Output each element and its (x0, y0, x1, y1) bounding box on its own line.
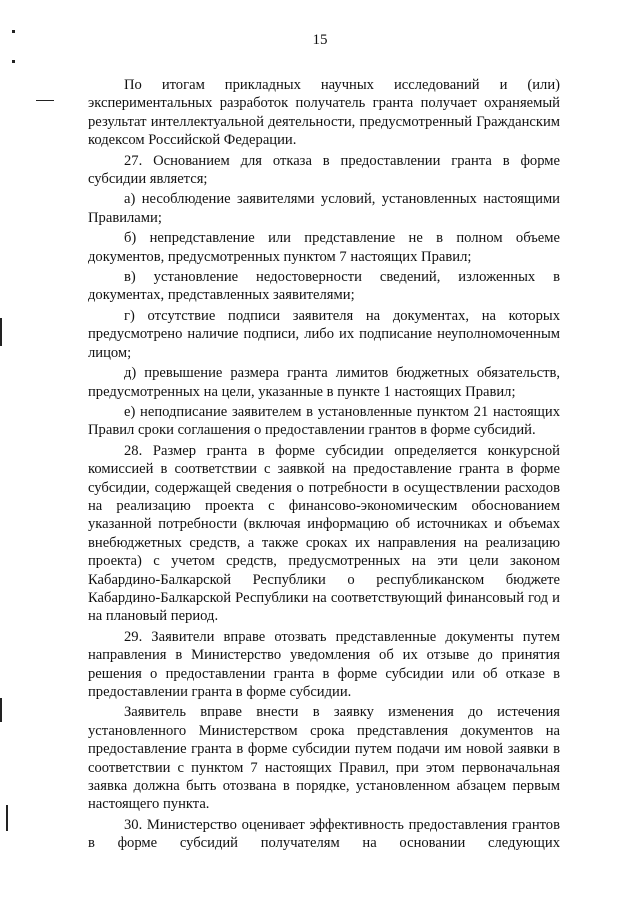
paragraph-27-g: г) отсутствие подписи заявителя на документах, на которых предусмотрено наличие подписи, либо их подписание неуполномоченным лицом; (88, 307, 560, 361)
paragraph-28: 28. Размер гранта в форме субсидии определяется конкурсной комиссией в соответствии с заявкой на предоставление гранта в форме субсидии, содержащей сведения о потребности в осуществлении расходов на реализацию проекта с финансово-экономическим обоснованием указанной потребности (включая информацию об источниках и объемах внебюджетных средств, а также сроках их направления на реализацию проекта) с учетом средств, предусмотренных на эти цели законом Кабардино-Балкарской Республики о республиканском бюджете Кабардино-Балкарской Республики на соответствующий финансовый год и на плановый период. (88, 442, 560, 625)
paragraph-29-second: Заявитель вправе внести в заявку изменения до истечения установленного Министерством срока представления документов на предоставление гранта в форме субсидии путем подачи им новой заявки в соответствии с пунктом 7 настоящих Правил, при этом первоначальная заявка должна быть отозвана в порядке, установленном абзацем первым настоящего пункта. (88, 704, 560, 813)
document-body (88, 76, 560, 853)
scan-line (6, 805, 8, 831)
paragraph-27-a: а) несоблюдение заявителями условий, установленных настоящими Правилами; (88, 191, 560, 226)
paragraph-27-d: д) превышение размера гранта лимитов бюджетных обязательств, предусмотренных на цели, указанные в пункте 1 настоящих Правил; (88, 365, 560, 400)
paragraph-29: 29. Заявители вправе отозвать представленные документы путем направления в Министерство уведомления об их отзыве до принятия решения о предоставлении гранта в форме субсидии или об отказе в предоставлении гранта в форме субсидии. (88, 628, 560, 700)
scan-line (0, 698, 2, 722)
paragraph-results: По итогам прикладных научных исследований и (или) экспериментальных разработок получатель гранта получает охраняемый результат интеллектуальной деятельности, предусмотренный Гражданским кодексом Российской Федерации. (88, 77, 560, 149)
scan-line (0, 318, 2, 346)
paragraph-30: 30. Министерство оценивает эффективность предоставления грантов в форме субсидий получателям на основании следующих (88, 816, 560, 852)
scan-dot (12, 60, 15, 63)
paragraph-27-e: е) неподписание заявителем в установленные пунктом 21 настоящих Правил сроки соглашения о предоставлении грантов в форме субсидий. (88, 403, 560, 439)
paragraph-27-intro: 27. Основанием для отказа в предоставлении гранта в форме субсидии является; (88, 152, 560, 188)
page-number: 15 (312, 32, 328, 48)
scan-dot (12, 30, 15, 33)
scan-dash (36, 100, 54, 101)
paragraph-27-v: в) установление недостоверности сведений, изложенных в документах, представленных заявителями; (88, 269, 560, 304)
paragraph-27-b: б) непредставление или представление не в полном объеме документов, предусмотренных пунктом 7 настоящих Правил; (88, 230, 560, 265)
